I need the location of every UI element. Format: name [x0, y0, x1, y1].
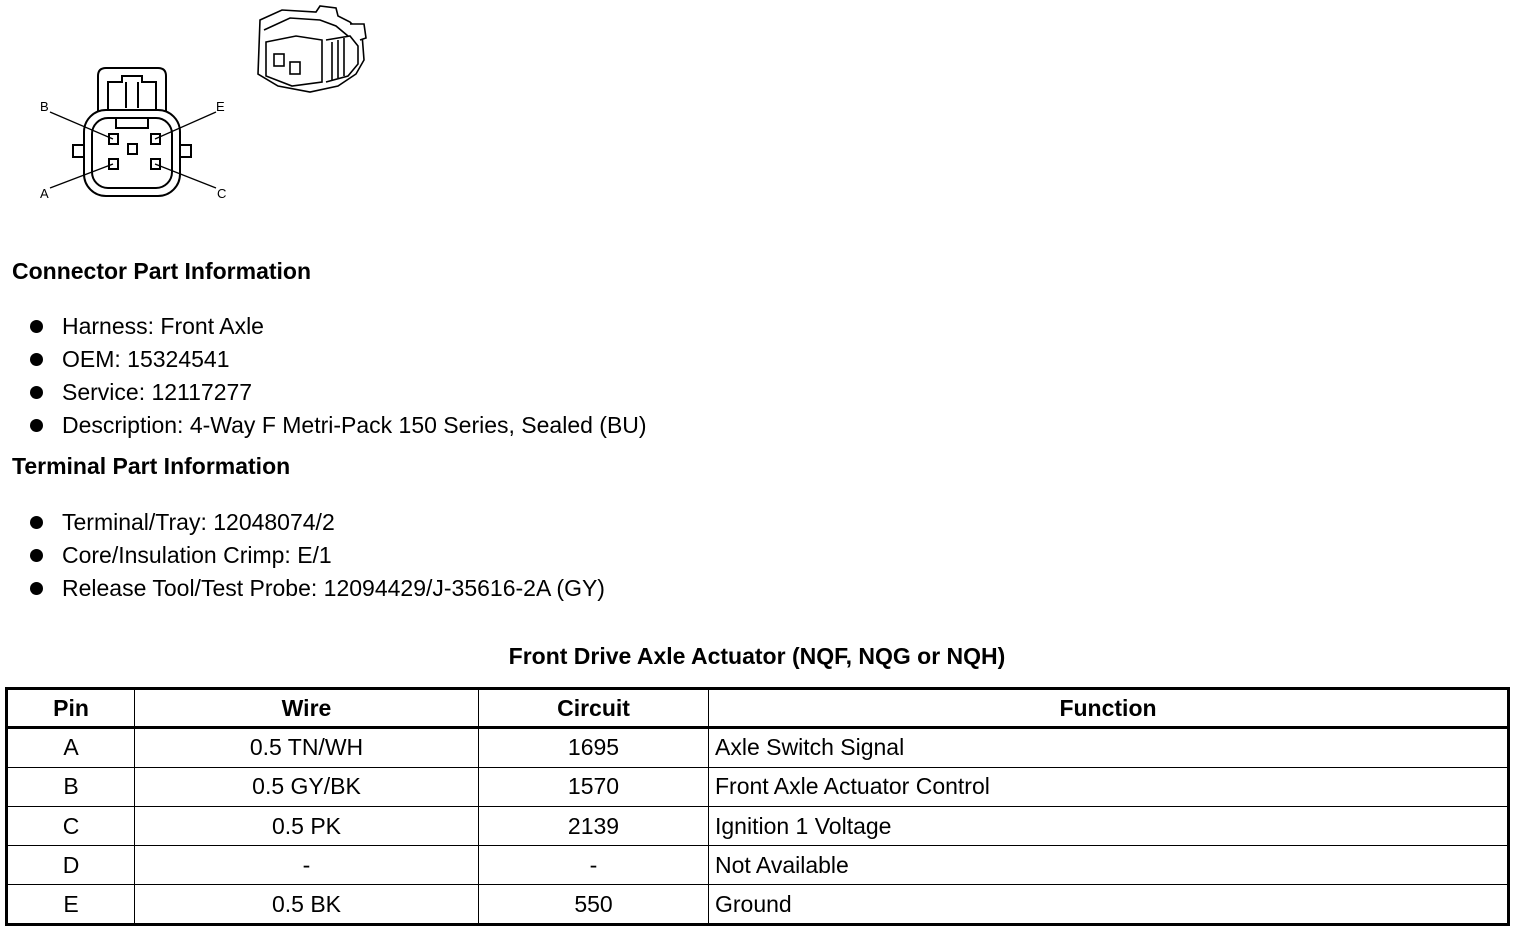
list-item: OEM: 15324541	[12, 343, 647, 376]
function-cell: Front Axle Actuator Control	[709, 767, 1509, 806]
pin-label-b: B	[40, 99, 49, 114]
pin-cell: B	[7, 767, 135, 806]
function-cell: Ground	[709, 885, 1509, 924]
bullet-icon	[30, 386, 43, 399]
table-header-row	[7, 689, 1509, 728]
list-item: Terminal/Tray: 12048074/2	[12, 506, 605, 539]
wire-cell: 0.5 TN/WH	[135, 728, 479, 767]
bullet-icon	[30, 353, 43, 366]
list-item: Description: 4-Way F Metri-Pack 150 Series, Sealed (BU)	[12, 409, 647, 442]
table-row	[7, 728, 1509, 767]
connector-diagram	[20, 0, 380, 215]
list-item: Core/Insulation Crimp: E/1	[12, 539, 605, 572]
bullet-icon	[30, 582, 43, 595]
pin-cell: C	[7, 806, 135, 845]
wire-cell: 0.5 GY/BK	[135, 767, 479, 806]
pin-label-c: C	[217, 186, 227, 201]
list-item: Service: 12117277	[12, 376, 647, 409]
connector-part-heading: Connector Part Information	[12, 258, 312, 284]
connector-face-illustration	[20, 0, 380, 215]
circuit-cell: 1570	[479, 767, 709, 806]
bullet-icon	[30, 320, 43, 333]
function-cell: Not Available	[709, 846, 1509, 885]
bullet-icon	[30, 549, 43, 562]
column-header-circuit: Circuit	[479, 689, 709, 728]
connector-iso-icon	[258, 6, 366, 92]
pin-cell: E	[7, 885, 135, 924]
bullet-icon	[30, 419, 43, 432]
list-item: Harness: Front Axle	[12, 310, 647, 343]
table-row	[7, 767, 1509, 806]
wire-cell: 0.5 BK	[135, 885, 479, 924]
bullet-icon	[30, 516, 43, 529]
function-cell: Axle Switch Signal	[709, 728, 1509, 767]
circuit-cell: 2139	[479, 806, 709, 845]
table-row	[7, 846, 1509, 885]
table-title: Front Drive Axle Actuator (NQF, NQG or NQH)	[508, 643, 1006, 669]
pin-label-e: E	[216, 99, 225, 114]
table-row	[7, 885, 1509, 924]
function-cell: Ignition 1 Voltage	[709, 806, 1509, 845]
circuit-cell: 1695	[479, 728, 709, 767]
column-header-pin: Pin	[7, 689, 135, 728]
pin-cell: A	[7, 728, 135, 767]
wire-cell: 0.5 PK	[135, 806, 479, 845]
terminal-part-heading: Terminal Part Information	[12, 453, 291, 479]
pin-cell: D	[7, 846, 135, 885]
pinout-table	[5, 687, 1510, 926]
circuit-cell: 550	[479, 885, 709, 924]
wire-cell: -	[135, 846, 479, 885]
column-header-function: Function	[709, 689, 1509, 728]
column-header-wire: Wire	[135, 689, 479, 728]
connector-part-list	[12, 310, 647, 442]
list-item: Release Tool/Test Probe: 12094429/J-35616-2A (GY)	[12, 572, 605, 605]
pin-label-a: A	[40, 186, 49, 201]
table-row	[7, 806, 1509, 845]
circuit-cell: -	[479, 846, 709, 885]
terminal-part-list	[12, 506, 605, 605]
